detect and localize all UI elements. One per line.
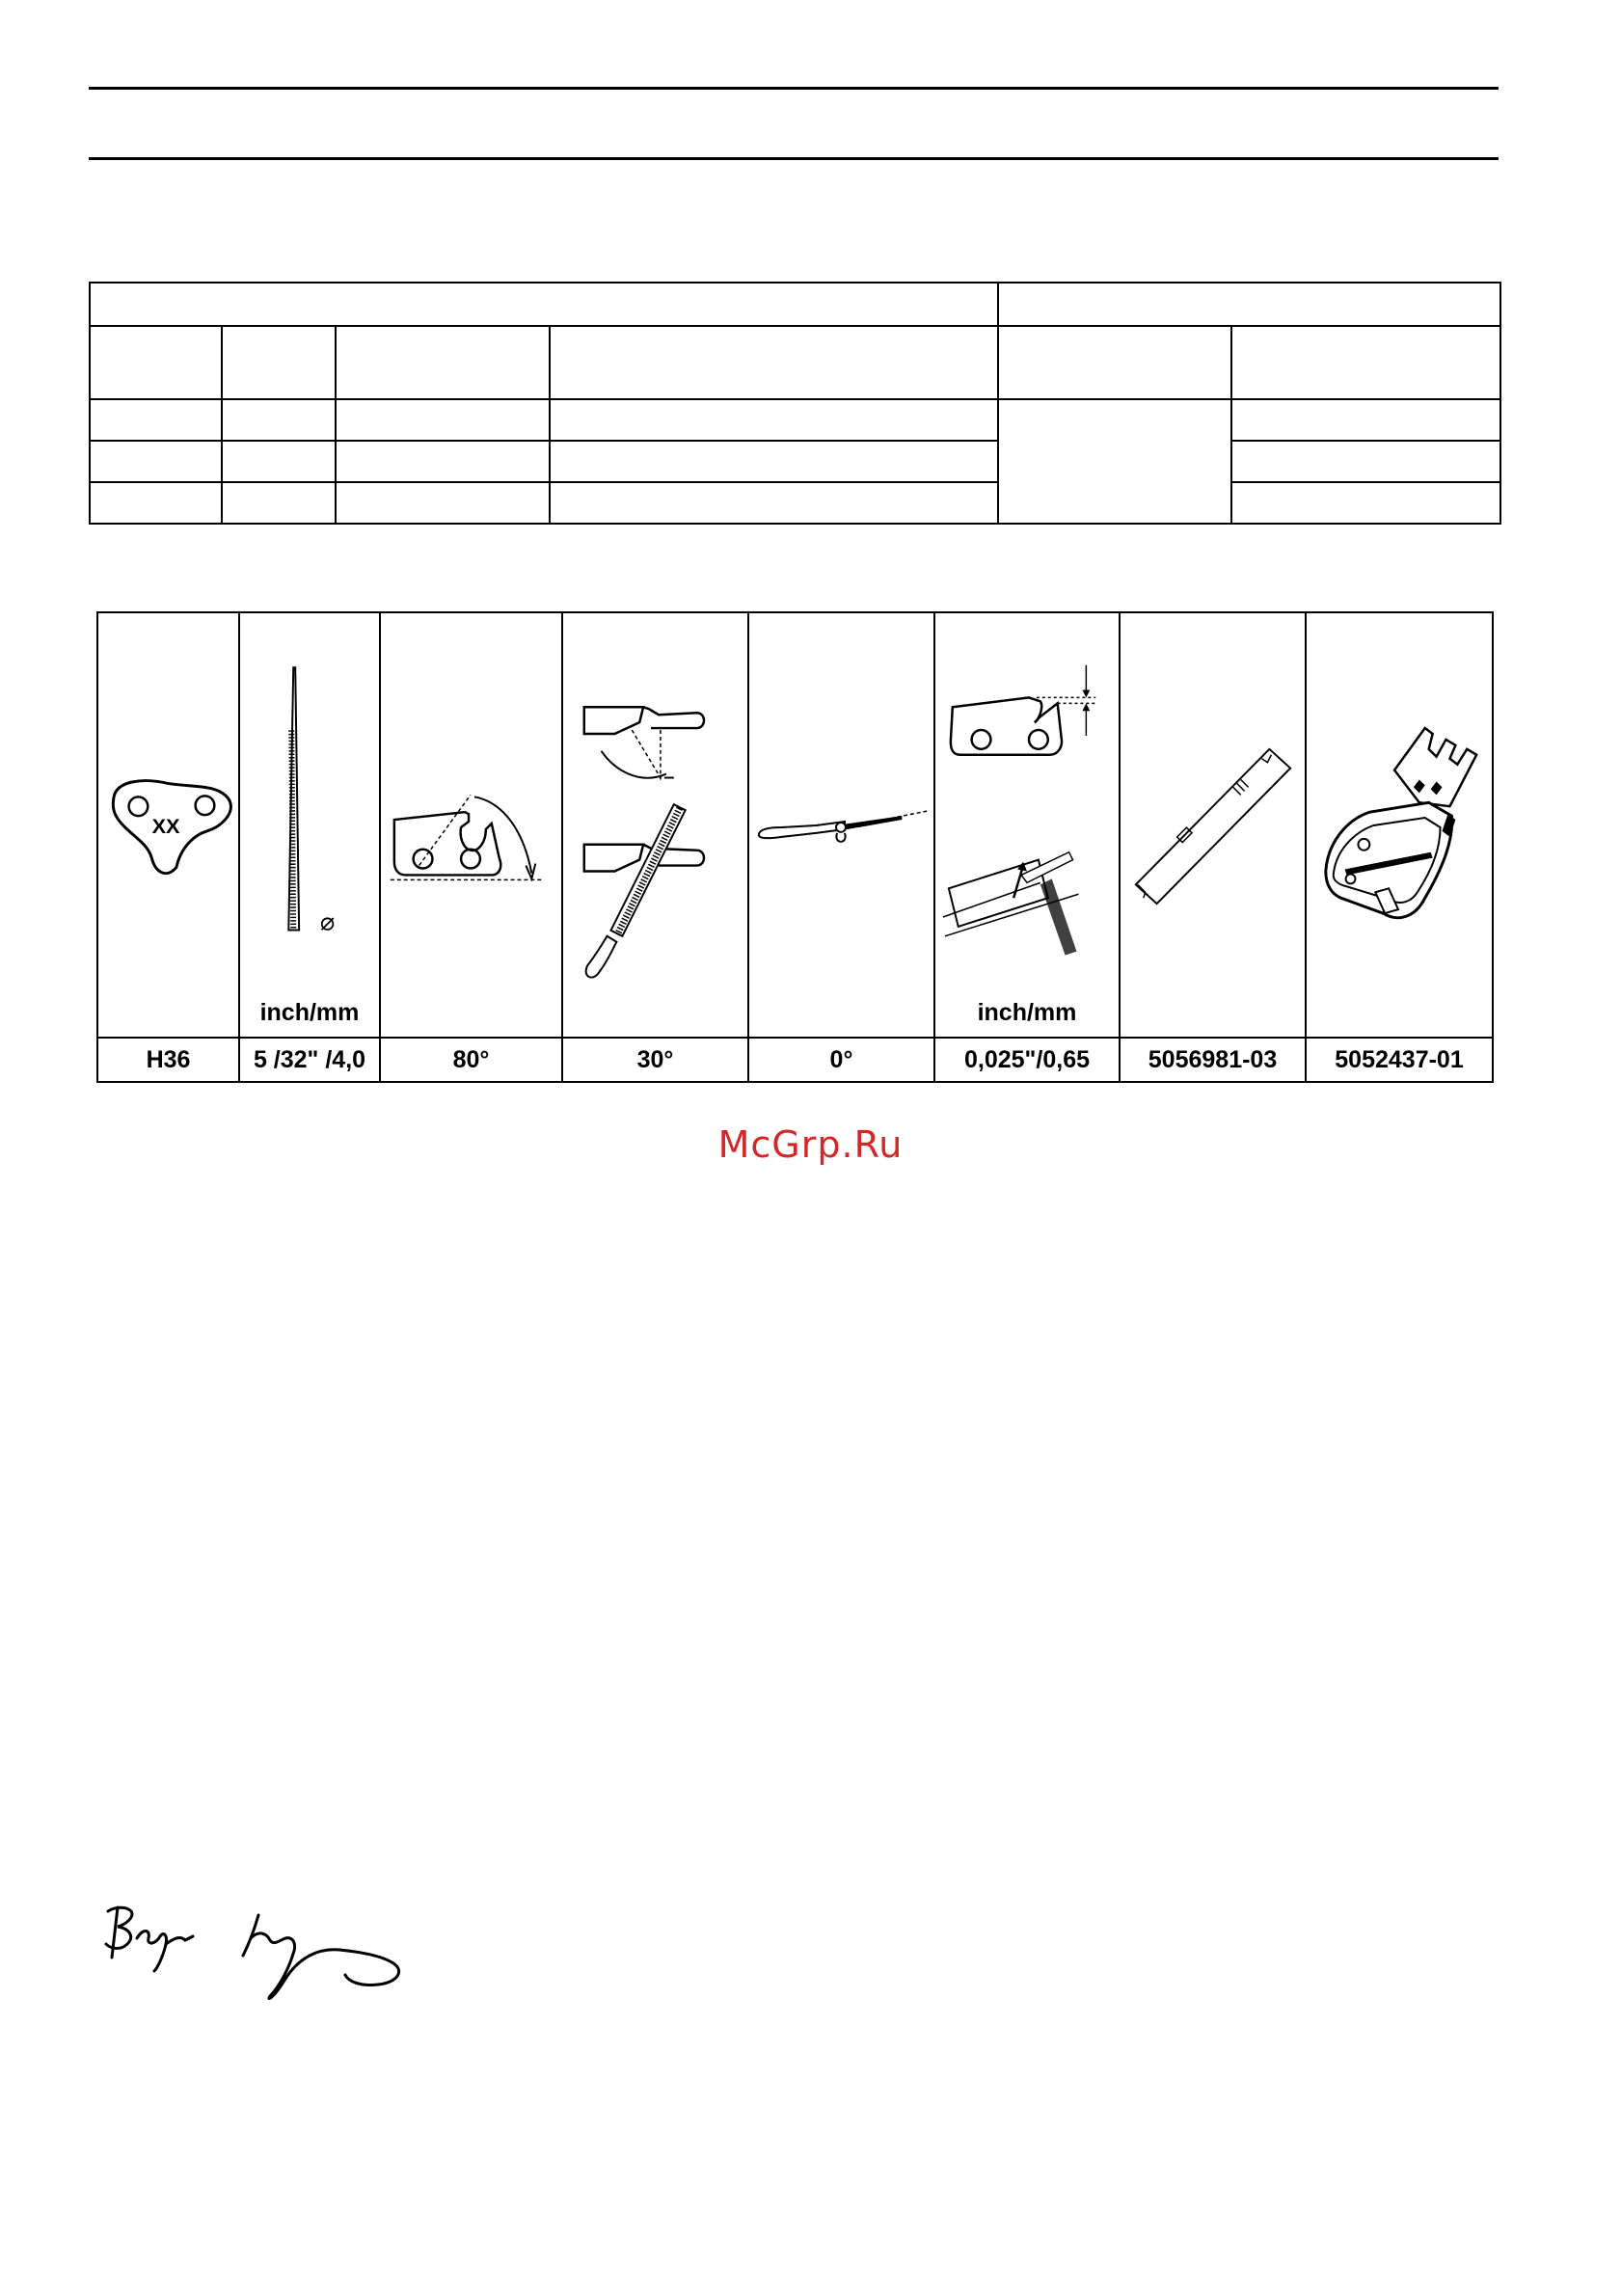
spec-cell bbox=[222, 399, 336, 441]
values-row bbox=[97, 1038, 1493, 1082]
spec-cell bbox=[222, 441, 336, 482]
signature bbox=[96, 1890, 463, 2025]
spec-cell bbox=[336, 482, 550, 524]
spec-header-cell bbox=[90, 283, 998, 326]
cutter-link-icon bbox=[98, 613, 238, 1037]
spec-merged-cell bbox=[998, 399, 1231, 524]
cutter-code: H36 bbox=[97, 1038, 239, 1082]
spec-subheader-cell bbox=[550, 326, 998, 399]
spec-subheader-cell bbox=[222, 326, 336, 399]
spec-cell bbox=[90, 399, 222, 441]
spec-cell bbox=[550, 441, 998, 482]
spec-cell bbox=[222, 482, 336, 524]
top-plate-angle: 80° bbox=[380, 1038, 562, 1082]
top-plate-angle-icon bbox=[381, 613, 561, 1037]
spec-cell bbox=[90, 482, 222, 524]
depth-gauge-cell bbox=[934, 612, 1120, 1038]
depth-gauge-setting: 0,025"/0,65 bbox=[934, 1038, 1120, 1082]
depth-gauge-icon bbox=[935, 613, 1119, 1037]
spec-row bbox=[90, 482, 1500, 524]
spec-row bbox=[90, 399, 1500, 441]
spec-cell bbox=[336, 399, 550, 441]
diameter-symbol: ⌀ bbox=[319, 907, 336, 937]
depth-gauge-tool-cell bbox=[1120, 612, 1306, 1038]
spec-cell bbox=[90, 441, 222, 482]
spec-cell bbox=[1231, 482, 1500, 524]
spec-subheader-cell bbox=[1231, 326, 1500, 399]
depth-gauge-tool-number: 5056981-03 bbox=[1120, 1038, 1306, 1082]
round-file-icon bbox=[240, 613, 379, 1037]
header-rule-top bbox=[89, 87, 1499, 90]
file-gauge-number: 5052437-01 bbox=[1306, 1038, 1493, 1082]
cutter-marking: XX bbox=[151, 813, 180, 838]
illustration-row bbox=[97, 612, 1493, 1038]
depth-gauge-tool-icon bbox=[1121, 613, 1305, 1037]
watermark: McGrp.Ru bbox=[717, 1123, 904, 1166]
spec-cell bbox=[1231, 399, 1500, 441]
filing-angle-cell bbox=[562, 612, 748, 1038]
file-unit-label: inch/mm bbox=[259, 999, 360, 1026]
spec-row bbox=[90, 441, 1500, 482]
filing-angle: 30° bbox=[562, 1038, 748, 1082]
spec-header-row bbox=[90, 283, 1500, 326]
spec-cell bbox=[550, 482, 998, 524]
header-rule-bottom bbox=[89, 157, 1499, 160]
spec-subheader-cell bbox=[998, 326, 1231, 399]
spec-header-cell bbox=[998, 283, 1500, 326]
filing-angle-icon bbox=[563, 613, 747, 1037]
spec-subheader-row bbox=[90, 326, 1500, 399]
file-diameter: 5 /32" /4,0 bbox=[239, 1038, 380, 1082]
cutting-angle-cell bbox=[748, 612, 934, 1038]
top-plate-angle-cell bbox=[380, 612, 562, 1038]
spec-cell bbox=[550, 399, 998, 441]
file-gauge-icon bbox=[1307, 613, 1492, 1037]
spec-subheader-cell bbox=[90, 326, 222, 399]
cutter-cell bbox=[97, 612, 239, 1038]
file-holder-icon bbox=[749, 613, 933, 1037]
depth-gauge-unit-label: inch/mm bbox=[977, 999, 1077, 1026]
file-cell bbox=[239, 612, 380, 1038]
spec-cell bbox=[336, 441, 550, 482]
spec-subheader-cell bbox=[336, 326, 550, 399]
file-gauge-cell bbox=[1306, 612, 1493, 1038]
spec-cell bbox=[1231, 441, 1500, 482]
sharpening-table bbox=[96, 611, 1494, 1083]
cutting-angle: 0° bbox=[748, 1038, 934, 1082]
spec-table bbox=[89, 282, 1501, 525]
